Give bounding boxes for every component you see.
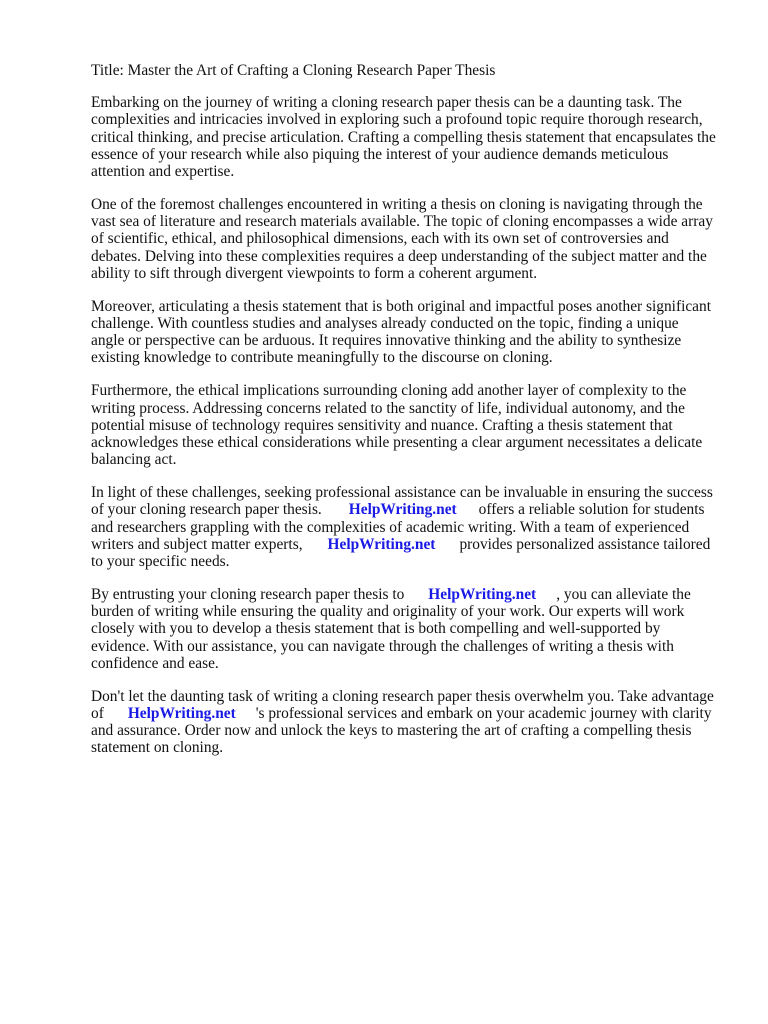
line-text: , you can alleviate the [556, 586, 691, 604]
document-title: Title: Master the Art of Crafting a Cloning Research Paper Thesis [91, 62, 496, 79]
line-text: of your cloning research paper thesis. [91, 501, 322, 519]
paragraph-line: Furthermore, the ethical implications surrounding cloning add another layer of complexity to the [91, 382, 687, 400]
line-text: By entrusting your cloning research paper thesis to [91, 586, 405, 604]
paragraph-line: debates. Delving into these complexities requires a deep understanding of the subject matter and the [91, 247, 707, 265]
paragraph-line: angle or perspective can be arduous. It requires innovative thinking and the ability to synthesize [91, 332, 682, 350]
paragraph-line: potential misuse of technology requires sensitivity and nuance. Crafting a thesis statement that [91, 416, 673, 434]
paragraph-line: and assurance. Order now and unlock the keys to mastering the art of crafting a compelling thesis [91, 722, 692, 740]
helpwriting-link[interactable]: HelpWriting.net [348, 501, 457, 519]
paragraph-line: Don't let the daunting task of writing a cloning research paper thesis overwhelm you. Take advantage [91, 687, 714, 705]
line-text: writers and subject matter experts, [91, 535, 303, 553]
paragraph-line: ability to sift through divergent viewpoints to form a coherent argument. [91, 264, 538, 282]
line-text: offers a reliable solution for students [478, 501, 705, 519]
line-text: of [91, 705, 104, 723]
paragraph-line: existing knowledge to contribute meaningfully to the discourse on cloning. [91, 349, 553, 367]
paragraph-assistance [91, 484, 731, 570]
paragraph-line [91, 501, 731, 518]
paragraph-line: One of the foremost challenges encountered in writing a thesis on cloning is navigating through the [91, 196, 703, 214]
paragraph-line [91, 705, 731, 722]
paragraph-line: attention and expertise. [91, 163, 235, 181]
paragraph-originality [91, 298, 731, 367]
paragraph-line: critical thinking, and precise articulation. Crafting a compelling thesis statement that encapsulates the [91, 128, 716, 146]
paragraph-line: and researchers grappling with the complexities of academic writing. With a team of experienced [91, 518, 690, 536]
paragraph-line: challenge. With countless studies and analyses already conducted on the topic, finding a unique [91, 315, 679, 333]
paragraph-line: Moreover, articulating a thesis statement that is both original and impactful poses another significant [91, 297, 711, 315]
paragraph-line: confidence and ease. [91, 654, 219, 672]
paragraph-line: of scientific, ethical, and philosophical dimensions, each with its own set of controversies and [91, 230, 669, 248]
paragraph-entrusting [91, 586, 731, 672]
paragraph-line: statement on cloning. [91, 739, 224, 757]
paragraph-line: In light of these challenges, seeking professional assistance can be invaluable in ensuring the success [91, 484, 713, 502]
document-page [91, 62, 731, 772]
paragraph-line: essence of your research while also piquing the interest of your audience demands meticulous [91, 145, 669, 163]
helpwriting-link[interactable]: HelpWriting.net [127, 705, 236, 723]
paragraph-line: balancing act. [91, 451, 177, 469]
paragraph-line: closely with you to develop a thesis statement that is both compelling and well-supported by [91, 620, 661, 638]
paragraph-call-to-action [91, 688, 731, 757]
paragraph-line: vast sea of literature and research materials available. The topic of cloning encompasses a wide array [91, 213, 713, 231]
paragraph-line: complexities and intricacies involved in exploring such a profound topic require thorough research, [91, 111, 703, 129]
paragraph-line: acknowledges these ethical considerations while presenting a clear argument necessitates a delicate [91, 434, 703, 452]
line-text: 's professional services and embark on your academic journey with clarity [255, 705, 712, 723]
paragraph-line [91, 586, 731, 603]
paragraph-ethics [91, 382, 731, 468]
line-text: provides personalized assistance tailored [459, 535, 711, 553]
paragraph-line [91, 536, 731, 553]
paragraph-line: Embarking on the journey of writing a cloning research paper thesis can be a daunting task. The [91, 94, 682, 112]
paragraph-challenges [91, 196, 731, 282]
paragraph-line: evidence. With our assistance, you can navigate through the challenges of writing a thesis with [91, 637, 674, 655]
paragraph-line: burden of writing while ensuring the quality and originality of your work. Our experts will work [91, 603, 685, 621]
paragraph-line: to your specific needs. [91, 553, 230, 571]
paragraph-line: writing process. Addressing concerns related to the sanctity of life, individual autonomy, and the [91, 399, 685, 417]
paragraph-intro [91, 94, 731, 180]
helpwriting-link[interactable]: HelpWriting.net [428, 586, 537, 604]
helpwriting-link[interactable]: HelpWriting.net [327, 535, 436, 553]
